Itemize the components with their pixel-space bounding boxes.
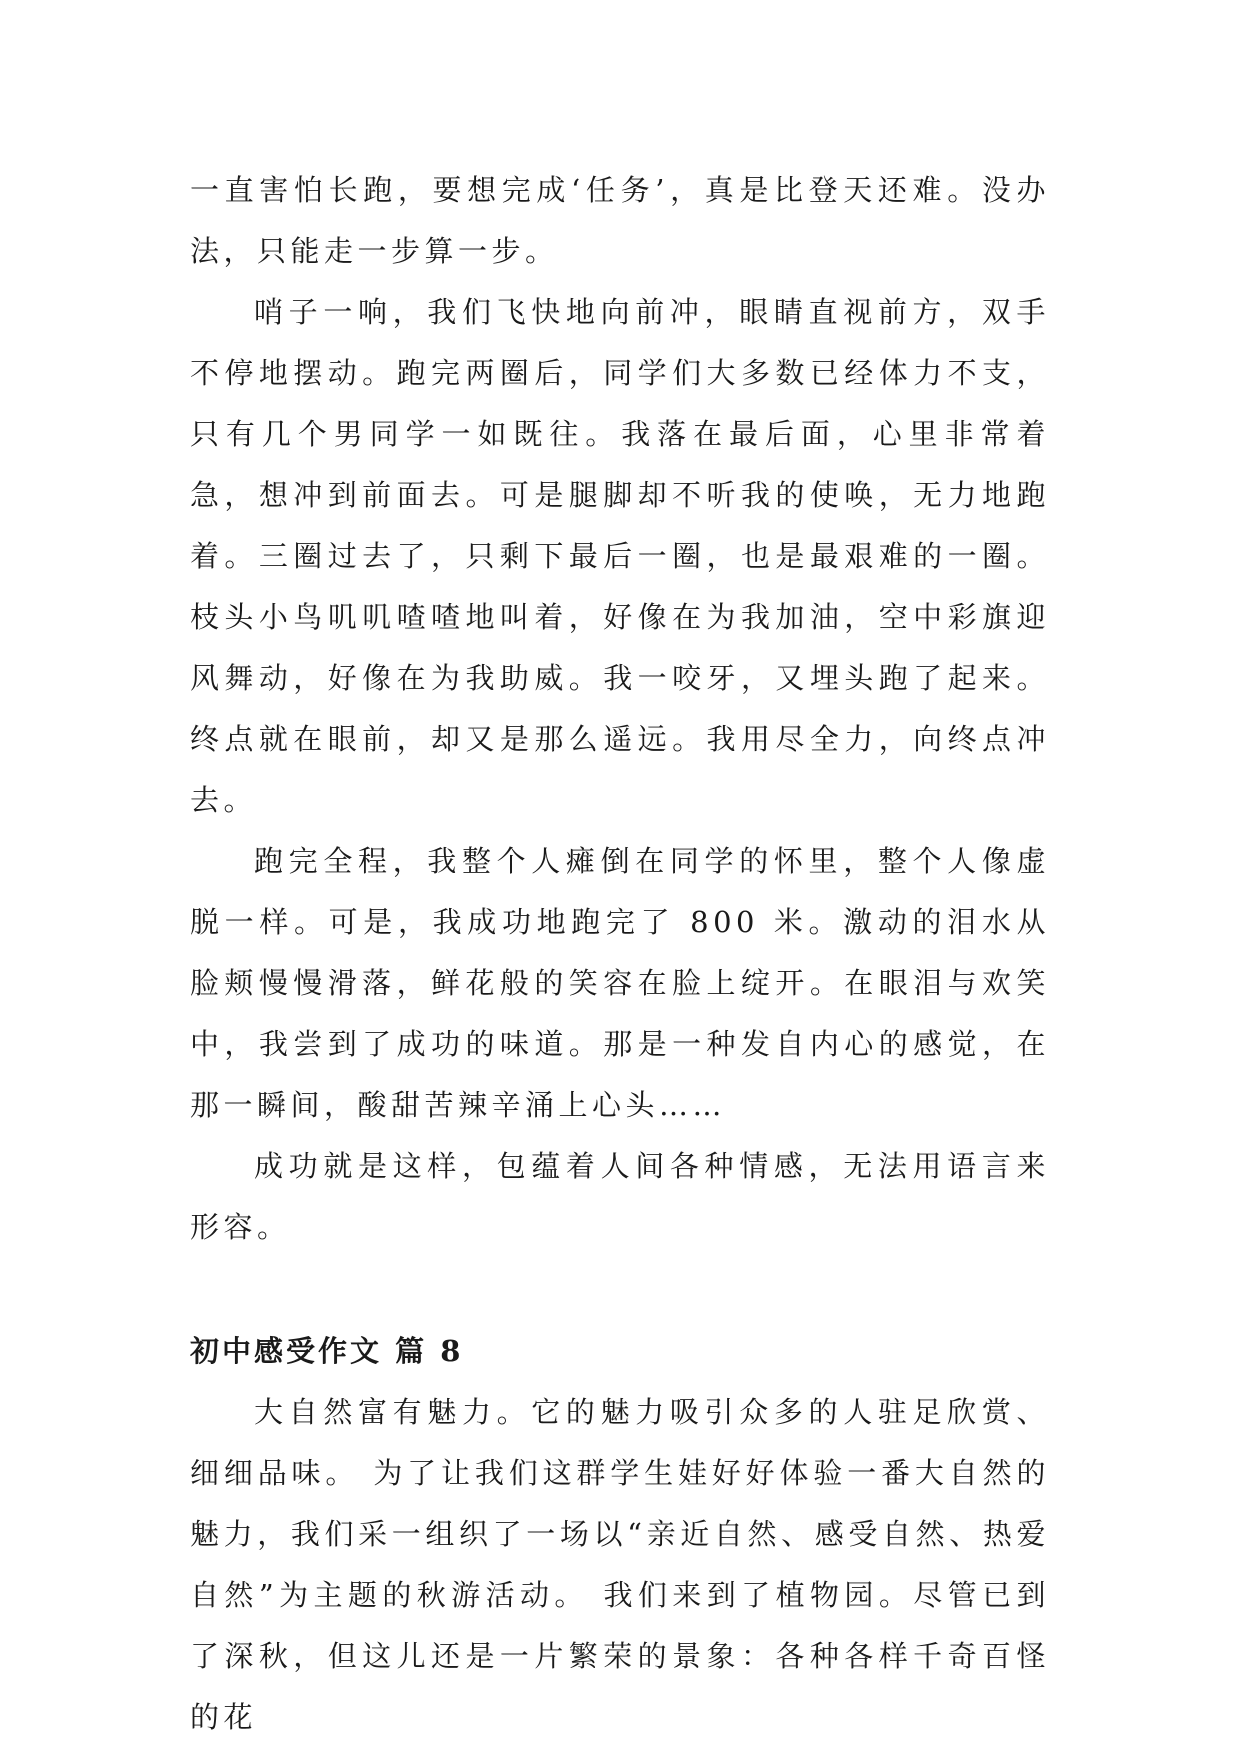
document-body [190, 160, 1050, 1748]
paragraph: 跑完全程，我整个人瘫倒在同学的怀里，整个人像虚脱一样。可是，我成功地跑完了 800 米。激动的泪水从脸颊慢慢滑落，鲜花般的笑容在脸上绽开。在眼泪与欢笑中，我尝到了成功的味道。那是一种发自内心的感觉，在那一瞬间，酸甜苦辣辛涌上心头…… [190, 844, 1050, 1122]
paragraph: 成功就是这样，包蕴着人间各种情感，无法用语言来形容。 [190, 1149, 1050, 1244]
paragraph: 一直害怕长跑，要想完成‘任务’，真是比登天还难。没办法，只能走一步算一步。 [190, 173, 1050, 268]
paragraph: 大自然富有魅力。它的魅力吸引众多的人驻足欣赏、细细品味。 为了让我们这群学生娃好好体验一番大自然的魅力，我们采一组织了一场以“亲近自然、感受自然、热爱自然”为主题的秋游活动。 我们来到了植物园。尽管已到了深秋，但这儿还是一片繁荣的景象：各种各样千奇百怪的花 [190, 1395, 1050, 1734]
section-title: 初中感受作文 篇 8 [190, 1334, 464, 1368]
paragraph: 哨子一响，我们飞快地向前冲，眼睛直视前方，双手不停地摆动。跑完两圈后，同学们大多数已经体力不支，只有几个男同学一如既往。我落在最后面，心里非常着急，想冲到前面去。可是腿脚却不听我的使唤，无力地跑着。三圈过去了，只剩下最后一圈，也是最艰难的一圈。枝头小鸟叽叽喳喳地叫着，好像在为我加油，空中彩旗迎风舞动，好像在为我助威。我一咬牙，又埋头跑了起来。终点就在眼前，却又是那么遥远。我用尽全力，向终点冲去。 [190, 295, 1050, 817]
